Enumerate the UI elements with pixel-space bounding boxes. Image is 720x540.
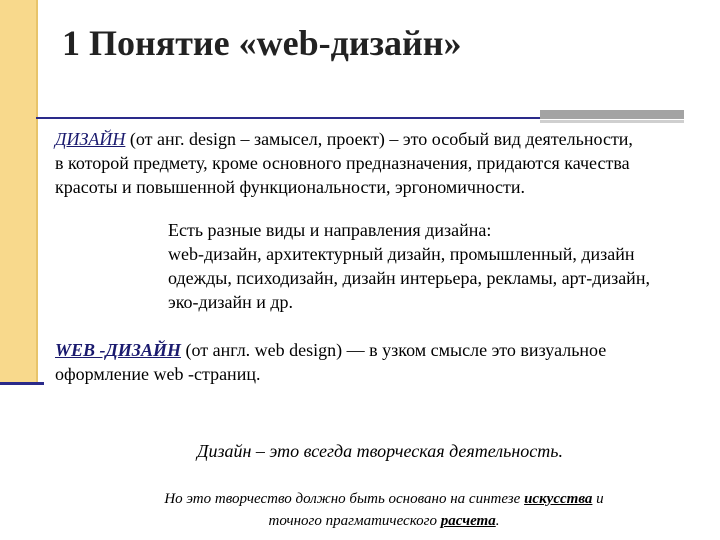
design-types-paragraph <box>168 218 720 314</box>
types-line-3: одежды, психодизайн, дизайн интерьера, рекламы, арт-дизайн, <box>168 268 650 288</box>
note-text-4: . <box>495 513 500 529</box>
types-line-2: web-дизайн, архитектурный дизайн, промышленный, дизайн <box>168 244 635 264</box>
types-line-4: эко-дизайн и др. <box>168 292 293 312</box>
note-text-3: точного прагматического <box>268 513 441 529</box>
slide-title: 1 Понятие «web-дизайн» <box>62 23 462 63</box>
note-text-2: и <box>592 491 604 507</box>
design-term: ДИЗАЙН <box>55 129 126 149</box>
note-text-1: Но это творчество должно быть основано на синтезе <box>164 491 525 507</box>
left-decor-band-edge <box>36 0 38 384</box>
definition-line-2: в которой предмету, кроме основного предназначения, придаются качества <box>55 153 630 173</box>
definition-line-3: красоты и повышенной функциональности, эргономичности. <box>55 177 526 197</box>
title-accent-bar-shadow <box>540 120 684 123</box>
web-design-definition-paragraph <box>55 338 720 386</box>
definition-line-1-text: (от анг. design – замысел, проект) – это особый вид деятельности, <box>125 129 633 149</box>
design-quote: Дизайн – это всегда творческая деятельность. <box>197 441 563 461</box>
web-definition-line-1-text: (от англ. web design) — в узком смысле это визуальное <box>180 340 607 360</box>
note-emphasis-art: искусства <box>524 491 593 507</box>
note-line-1 <box>0 488 720 510</box>
web-definition-line-2: оформление web -страниц. <box>55 364 261 384</box>
design-definition-paragraph <box>55 127 720 199</box>
title-underline-rule <box>36 117 540 119</box>
creativity-note <box>0 488 720 532</box>
note-emphasis-calculation: расчета <box>440 513 496 529</box>
left-decor-rule <box>0 382 44 385</box>
web-design-term: WEB -ДИЗАЙН <box>55 340 181 360</box>
web-definition-line-1 <box>55 338 720 362</box>
note-line-2 <box>0 510 720 532</box>
definition-line-1 <box>55 127 720 151</box>
left-decor-band <box>0 0 36 384</box>
title-accent-bar <box>540 110 684 119</box>
types-line-1: Есть разные виды и направления дизайна: <box>168 220 492 240</box>
